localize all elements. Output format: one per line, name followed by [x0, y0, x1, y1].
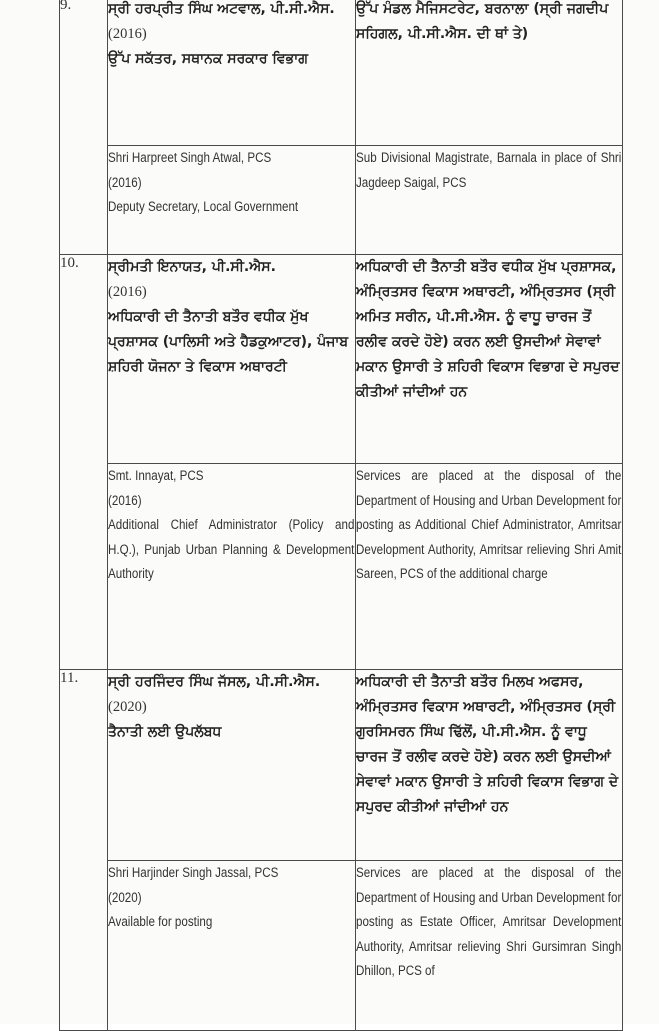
officer-cell-english: [108, 464, 356, 670]
new-posting-punjabi: ਅਧਿਕਾਰੀ ਦੀ ਤੈਨਾਤੀ ਬਤੌਰ ਮਿਲਖ ਅਫਸਰ, ਅੰਮ੍ਰਿਤਸਰ ਵਿਕਾਸ ਅਥਾਰਟੀ, ਅੰਮ੍ਰਿਤਸਰ (ਸ੍ਰੀ ਗੁਰਸਿਮਰਨ ਸਿੰਘ ਢਿੱਲੋਂ, ਪੀ.ਸੀ.ਐਸ. ਨੂੰ ਵਾਧੂ ਚਾਰਜ ਤੋਂ ਰਲੀਵ ਕਰਦੇ ਹੋਏ) ਕਰਨ ਲਈ ਉਸਦੀਆਂ ਸੇਵਾਵਾਂ ਮਕਾਨ ਉਸਾਰੀ ਤੇ ਸ਼ਹਿਰੀ ਵਿਕਾਸ ਵਿਭਾਗ ਦੇ ਸਪੁਰਦ ਕੀਤੀਆਂ ਜਾਂਦੀਆਂ ਹਨ: [356, 674, 619, 815]
current-post-punjabi: ਅਧਿਕਾਰੀ ਦੀ ਤੈਨਾਤੀ ਬਤੌਰ ਵਧੀਕ ਮੁੱਖ ਪ੍ਰਸ਼ਾਸਕ (ਪਾਲਿਸੀ ਅਤੇ ਹੈਡਕੁਆਟਰ), ਪੰਜਾਬ ਸ਼ਹਿਰੀ ਯੋਜਨਾ ਤੇ ਵਿਕਾਸ ਅਥਾਰਟੀ: [108, 309, 349, 375]
officer-name-punjabi: ਸ੍ਰੀਮਤੀ ਇਨਾਯਤ, ਪੀ.ਸੀ.ਐਸ.: [108, 259, 276, 275]
current-post-english: Deputy Secretary, Local Government: [108, 199, 299, 214]
serial-number: 9.: [60, 0, 108, 255]
officer-batch: (2016): [108, 26, 147, 42]
officer-name-punjabi: ਸ੍ਰੀ ਹਰਪ੍ਰੀਤ ਸਿੰਘ ਅਟਵਾਲ, ਪੀ.ਸੀ.ਐਸ.: [108, 1, 335, 17]
officer-cell-punjabi: [108, 0, 356, 146]
posting-cell-english: [356, 146, 623, 255]
new-posting-english: Sub Divisional Magistrate, Barnala in place of Shri Jagdeep Saigal, PCS: [356, 150, 622, 190]
officer-cell-punjabi: [108, 670, 356, 861]
officer-name-english: Smt. Innayat, PCS: [108, 468, 204, 483]
table-row: [60, 255, 623, 464]
posting-cell-punjabi: [356, 670, 623, 861]
officer-batch: (2016): [108, 284, 147, 300]
current-post-punjabi: ਤੈਨਾਤੀ ਲਈ ਉਪਲੱਬਧ: [108, 724, 222, 740]
table-row: [60, 146, 623, 255]
new-posting-english: Services are placed at the disposal of the Department of Housing and Urban Development for posting as Estate Officer, Amritsar Development Authority, Amritsar relieving Shri Gursimran Singh Dhillon, PCS of: [356, 865, 622, 978]
posting-cell-english: [356, 861, 623, 1031]
current-post-english: Available for posting: [108, 914, 213, 929]
current-post-punjabi: ਉੱਪ ਸਕੱਤਰ, ਸਥਾਨਕ ਸਰਕਾਰ ਵਿਭਾਗ: [108, 51, 308, 67]
officer-batch: (2020): [108, 889, 142, 905]
posting-cell-punjabi: [356, 255, 623, 464]
transfer-orders-table: [59, 0, 623, 1031]
officer-batch: (2020): [108, 699, 147, 715]
officer-batch: (2016): [108, 174, 142, 190]
officer-name-english: Shri Harpreet Singh Atwal, PCS: [108, 150, 272, 165]
table-row: [60, 670, 623, 861]
new-posting-english: Services are placed at the disposal of the Department of Housing and Urban Development for posting as Additional Chief Administrator, Amritsar Development Authority, Amritsar relieving Shri Amit Sareen, PCS of the additional charge: [356, 468, 622, 581]
officer-cell-punjabi: [108, 255, 356, 464]
officer-name-english: Shri Harjinder Singh Jassal, PCS: [108, 865, 279, 880]
current-post-english: Additional Chief Administrator (Policy and H.Q.), Punjab Urban Planning & Development Authority: [108, 517, 355, 581]
officer-name-punjabi: ਸ੍ਰੀ ਹਰਜਿੰਦਰ ਸਿੰਘ ਜੱਸਲ, ਪੀ.ਸੀ.ਐਸ.: [108, 674, 321, 690]
serial-number: 10.: [60, 255, 108, 670]
table-row: [60, 464, 623, 670]
posting-cell-punjabi: [356, 0, 623, 146]
officer-cell-english: [108, 146, 356, 255]
table-row: [60, 0, 623, 146]
posting-cell-english: [356, 464, 623, 670]
new-posting-punjabi: ਉੱਪ ਮੰਡਲ ਮੈਜਿਸਟਰੇਟ, ਬਰਨਾਲਾ (ਸ੍ਰੀ ਜਗਦੀਪ ਸਹਿਗਲ, ਪੀ.ਸੀ.ਐਸ. ਦੀ ਥਾਂ ਤੇ): [356, 1, 609, 42]
serial-number: 11.: [60, 670, 108, 1031]
officer-cell-english: [108, 861, 356, 1031]
new-posting-punjabi: ਅਧਿਕਾਰੀ ਦੀ ਤੈਨਾਤੀ ਬਤੌਰ ਵਧੀਕ ਮੁੱਖ ਪ੍ਰਸ਼ਾਸਕ, ਅੰਮ੍ਰਿਤਸਰ ਵਿਕਾਸ ਅਥਾਰਟੀ, ਅੰਮ੍ਰਿਤਸਰ (ਸ੍ਰੀ ਅਮਿਤ ਸਰੀਨ, ਪੀ.ਸੀ.ਐਸ. ਨੂੰ ਵਾਧੂ ਚਾਰਜ ਤੋਂ ਰਲੀਵ ਕਰਦੇ ਹੋਏ) ਕਰਨ ਲਈ ਉਸਦੀਆਂ ਸੇਵਾਵਾਂ ਮਕਾਨ ਉਸਾਰੀ ਤੇ ਸ਼ਹਿਰੀ ਵਿਕਾਸ ਵਿਭਾਗ ਦੇ ਸਪੁਰਦ ਕੀਤੀਆਂ ਜਾਂਦੀਆਂ ਹਨ: [356, 259, 620, 400]
officer-batch: (2016): [108, 492, 142, 508]
table-row: [60, 861, 623, 1031]
